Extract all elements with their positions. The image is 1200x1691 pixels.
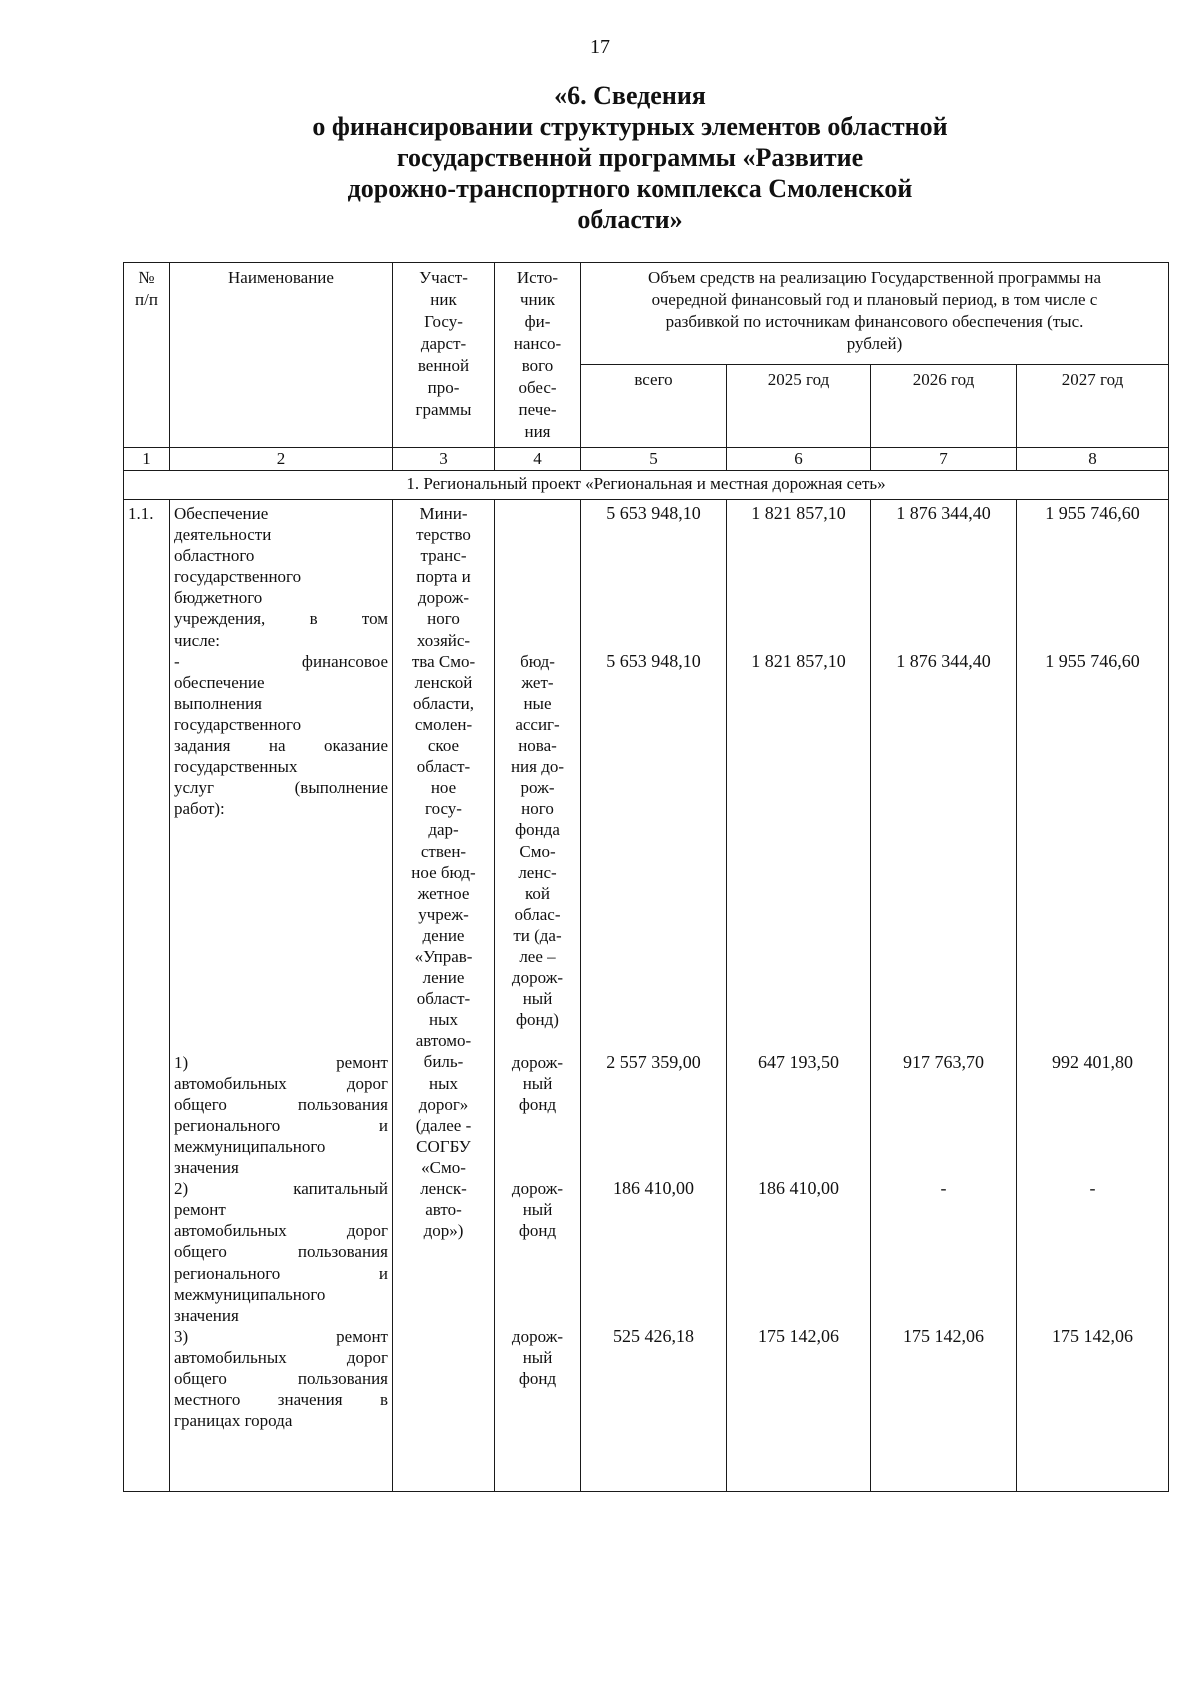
participant-line: терство (416, 525, 471, 545)
participant-line: ного (427, 609, 460, 629)
participant-line: автомо- (415, 1031, 472, 1051)
title-line: государственной программы «Развитие (396, 143, 864, 172)
participant-line: ское (427, 736, 460, 756)
participant-line: биль- (423, 1052, 464, 1072)
column-index: 4 (495, 448, 581, 471)
participant-line: дение (422, 925, 465, 945)
participant-line: хозяйс- (416, 630, 471, 650)
title-line: о финансировании структурных элементов областной (312, 112, 948, 141)
row-number: 1.1. (124, 500, 170, 1492)
participant-line: ленск- (420, 1179, 467, 1198)
column-index: 5 (581, 448, 727, 471)
participant-line: област- (416, 989, 471, 1009)
item-y2026-value: 1 876 344,40 (896, 503, 991, 523)
item-y2027-value: 992 401,80 (1052, 1051, 1134, 1072)
header-total: всего (581, 365, 727, 448)
item-y2025-value: 1 821 857,10 (751, 503, 846, 523)
participant-line: ление (422, 968, 465, 988)
item-total-value: 5 653 948,10 (606, 503, 701, 523)
item-y2025-value: 175 142,06 (758, 1325, 839, 1346)
participant-line: ных (428, 1010, 459, 1030)
item-y2027-value: 1 955 746,60 (1045, 503, 1140, 523)
item-name: Обеспечение деятельности областного государственного бюджетного учреждения, в том числе: (174, 504, 388, 650)
participant-line: «Смо- (421, 1157, 466, 1177)
header-volume: Объем средств на реализацию Государственной программы на очередной финансовый год и плановый период, в том числе с разбивкой по источникам финансового обеспечения (тыс. рублей) (581, 263, 1169, 365)
participant-line: ное бюд- (411, 862, 476, 882)
participant-line: смолен- (414, 714, 473, 734)
header-participant: Участ- ник Госу- дарст- венной про- граммы (393, 263, 495, 448)
header-num: № п/п (124, 263, 170, 448)
header-2026: 2026 год (871, 365, 1017, 448)
participant-line: дорог» (418, 1094, 469, 1114)
item-y2027-value: 175 142,06 (1052, 1325, 1134, 1346)
financing-table (123, 262, 1169, 1492)
participant-line: ное (430, 778, 457, 798)
name-cell (170, 500, 393, 1492)
item-y2027-value: - (1089, 1178, 1096, 1199)
participant-line: учреж- (418, 904, 469, 924)
participant-line: «Управ- (414, 946, 473, 966)
item-name: 3) ремонт автомобильных дорог общего пользования местного значения в границах города (174, 1326, 388, 1431)
document-title (250, 80, 1010, 235)
participant-cell (393, 500, 495, 1492)
title-line: области» (577, 205, 683, 234)
column-index: 1 (124, 448, 170, 471)
item-name: 1) ремонт автомобильных дорог общего пользования регионального и межмуниципального значения (174, 1052, 388, 1178)
participant-line: области, (412, 693, 475, 713)
title-line: «6. Сведения (554, 81, 706, 110)
item-y2026-value: 1 876 344,40 (896, 650, 991, 671)
item-y2026-value: 175 142,06 (903, 1325, 984, 1346)
item-y2025-value: 647 193,50 (758, 1051, 839, 1072)
header-2027: 2027 год (1017, 365, 1169, 448)
participant-line: ленской (414, 672, 473, 692)
page-number: 17 (590, 36, 610, 58)
title-line: дорожно-транспортного комплекса Смоленской (347, 174, 913, 203)
participant-line: транс- (420, 546, 467, 566)
item-name: 2) капитальный ремонт автомобильных дорог общего пользования регионального и межмуниципального значения (174, 1179, 388, 1325)
item-source: дорож- ный фонд (511, 1179, 564, 1241)
item-total-value: 525 426,18 (613, 1325, 694, 1346)
total-cell (581, 500, 727, 1492)
item-y2027-value: 1 955 746,60 (1045, 650, 1140, 671)
y2026-cell (871, 500, 1017, 1492)
participant-line: авто- (425, 1200, 462, 1220)
item-source: бюд- жет- ные ассиг- нова- ния до- рож- ного фонда Смо- ленс- кой облас- ти (да- лее – дорож- ный фонд) (510, 651, 565, 1030)
participant-line: Мини- (419, 504, 468, 523)
participant-line: жетное (417, 883, 470, 903)
column-index: 6 (727, 448, 871, 471)
participant-line: тва Смо- (411, 651, 476, 671)
header-2025: 2025 год (727, 365, 871, 448)
section-title: 1. Региональный проект «Региональная и местная дорожная сеть» (124, 471, 1169, 500)
participant-line: ствен- (420, 841, 467, 861)
item-source: дорож- ный фонд (511, 1052, 564, 1114)
column-index: 2 (170, 448, 393, 471)
y2027-cell (1017, 500, 1169, 1492)
column-index: 3 (393, 448, 495, 471)
item-total-value: 186 410,00 (613, 1178, 694, 1199)
participant-line: порта и (416, 567, 471, 587)
item-source: дорож- ный фонд (511, 1326, 564, 1389)
participant-line: СОГБУ (416, 1136, 471, 1156)
column-index: 7 (871, 448, 1017, 471)
item-name: - финансовое обеспечение выполнения государственного задания на оказание государственных услуг (выполнение работ): (174, 651, 388, 819)
header-source: Исто- чник фи- нансо- вого обес- пече- ния (495, 263, 581, 448)
item-total-value: 5 653 948,10 (606, 650, 701, 671)
y2025-cell (727, 500, 871, 1492)
item-y2026-value: 917 763,70 (903, 1051, 984, 1072)
item-y2025-value: 1 821 857,10 (751, 650, 846, 671)
participant-line: ных (428, 1073, 459, 1093)
participant-line: дор») (423, 1221, 464, 1241)
header-name: Наименование (170, 263, 393, 448)
source-cell (495, 500, 581, 1492)
participant-line: (далее - (415, 1115, 472, 1135)
participant-line: област- (416, 757, 471, 777)
participant-line: госу- (425, 799, 462, 819)
item-total-value: 2 557 359,00 (606, 1051, 701, 1072)
participant-line: дар- (428, 820, 459, 840)
column-index: 8 (1017, 448, 1169, 471)
participant-line: дорож- (417, 588, 470, 608)
item-y2025-value: 186 410,00 (758, 1178, 839, 1199)
item-y2026-value: - (940, 1178, 947, 1199)
